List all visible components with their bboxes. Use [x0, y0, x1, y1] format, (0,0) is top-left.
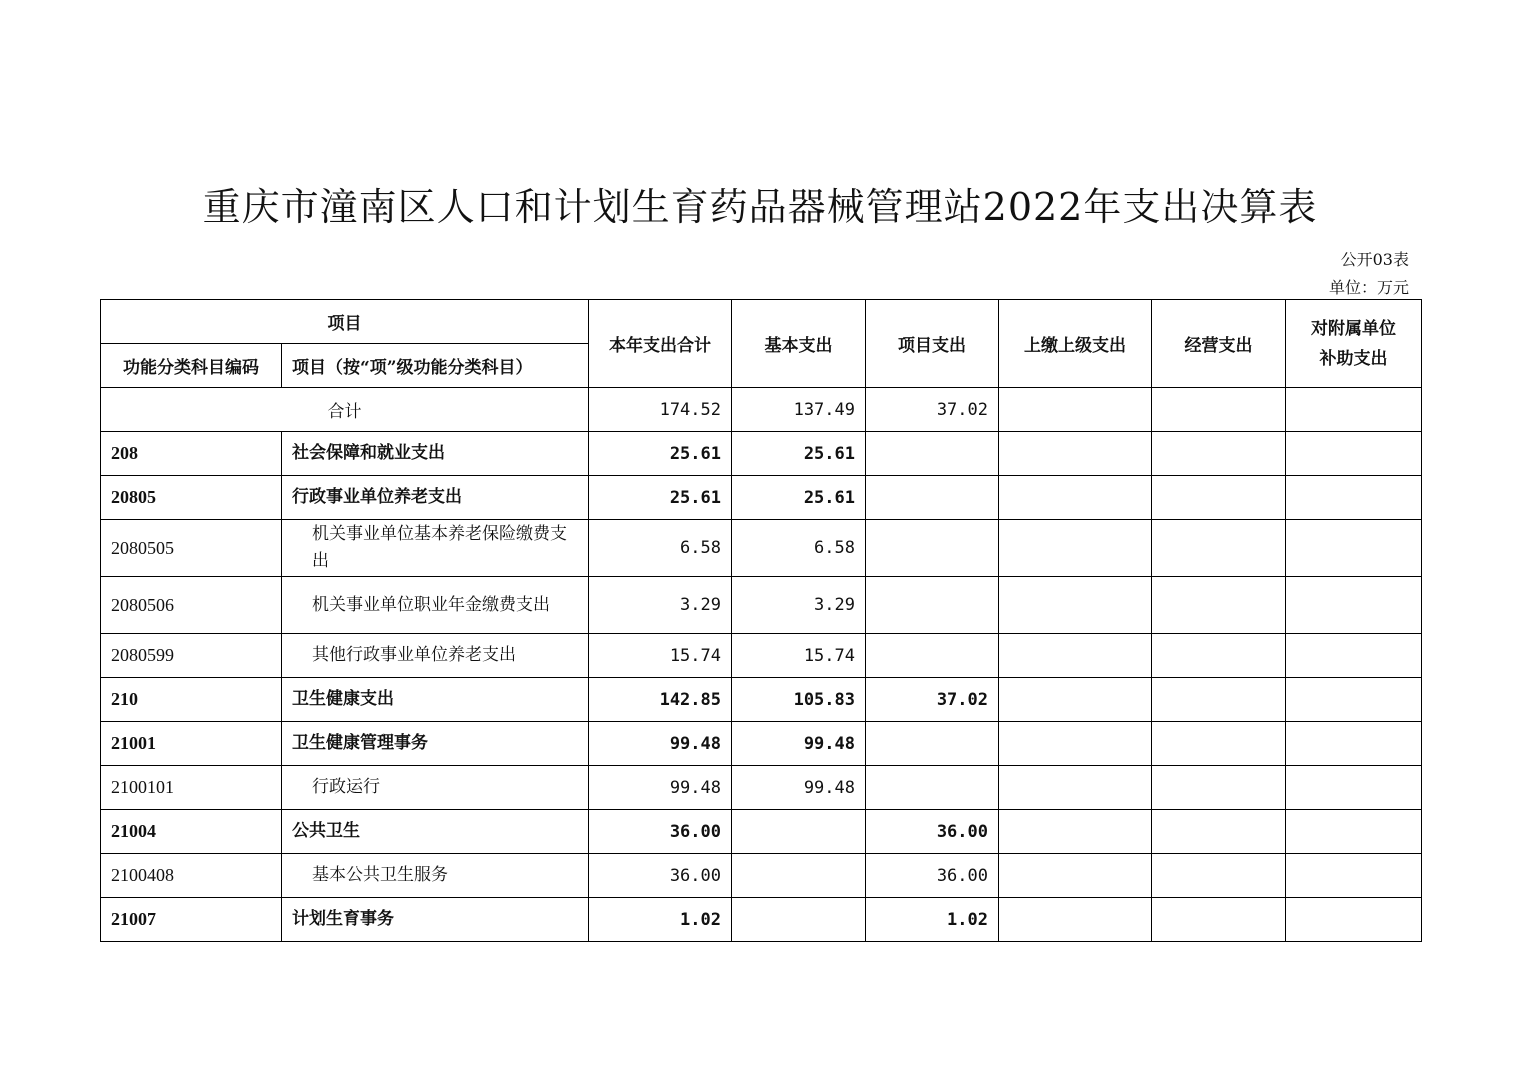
total-total: 174.52 [589, 388, 732, 432]
row-upper [999, 432, 1152, 476]
row-project [866, 634, 999, 678]
total-label: 合计 [101, 388, 589, 432]
row-subsidiary [1286, 898, 1422, 942]
header-upper: 上缴上级支出 [999, 300, 1152, 388]
form-code: 公开03表 [1340, 250, 1409, 269]
row-name: 机关事业单位基本养老保险缴费支出 [282, 520, 589, 577]
row-code: 21007 [101, 898, 282, 942]
row-business [1152, 520, 1286, 577]
total-business [1152, 388, 1286, 432]
row-total: 25.61 [589, 476, 732, 520]
table-row [101, 520, 1422, 577]
row-upper [999, 678, 1152, 722]
row-code: 2100101 [101, 766, 282, 810]
row-name: 卫生健康支出 [282, 678, 589, 722]
row-basic: 25.61 [732, 476, 866, 520]
total-basic: 137.49 [732, 388, 866, 432]
row-project [866, 722, 999, 766]
row-basic: 25.61 [732, 432, 866, 476]
table-row [101, 722, 1422, 766]
table-row [101, 678, 1422, 722]
row-code: 210 [101, 678, 282, 722]
table-row [101, 476, 1422, 520]
header-basic: 基本支出 [732, 300, 866, 388]
row-project: 36.00 [866, 854, 999, 898]
expenditure-table [100, 299, 1422, 942]
row-name: 社会保障和就业支出 [282, 432, 589, 476]
row-total: 99.48 [589, 766, 732, 810]
row-code: 208 [101, 432, 282, 476]
row-total: 25.61 [589, 432, 732, 476]
row-project [866, 432, 999, 476]
row-upper [999, 634, 1152, 678]
row-business [1152, 722, 1286, 766]
row-business [1152, 476, 1286, 520]
row-name: 卫生健康管理事务 [282, 722, 589, 766]
row-basic: 99.48 [732, 766, 866, 810]
row-name: 行政事业单位养老支出 [282, 476, 589, 520]
table-row [101, 766, 1422, 810]
row-business [1152, 678, 1286, 722]
row-name: 其他行政事业单位养老支出 [282, 634, 589, 678]
header-item-group: 项目 [101, 300, 589, 344]
row-business [1152, 577, 1286, 634]
table-row [101, 898, 1422, 942]
row-basic: 105.83 [732, 678, 866, 722]
row-business [1152, 810, 1286, 854]
total-project: 37.02 [866, 388, 999, 432]
row-basic: 99.48 [732, 722, 866, 766]
row-business [1152, 766, 1286, 810]
total-row [101, 388, 1422, 432]
header-name: 项目（按“项”级功能分类科目） [282, 344, 589, 388]
row-business [1152, 432, 1286, 476]
row-basic: 6.58 [732, 520, 866, 577]
row-total: 1.02 [589, 898, 732, 942]
table-row [101, 634, 1422, 678]
row-name: 计划生育事务 [282, 898, 589, 942]
total-upper [999, 388, 1152, 432]
row-code: 2100408 [101, 854, 282, 898]
row-project: 36.00 [866, 810, 999, 854]
row-upper [999, 722, 1152, 766]
row-total: 6.58 [589, 520, 732, 577]
row-subsidiary [1286, 810, 1422, 854]
header-business: 经营支出 [1152, 300, 1286, 388]
row-project [866, 520, 999, 577]
row-total: 142.85 [589, 678, 732, 722]
row-subsidiary [1286, 432, 1422, 476]
row-name: 行政运行 [282, 766, 589, 810]
header-subsidiary [1286, 300, 1422, 388]
row-name: 基本公共卫生服务 [282, 854, 589, 898]
table-row [101, 432, 1422, 476]
row-upper [999, 520, 1152, 577]
row-basic [732, 854, 866, 898]
row-project [866, 766, 999, 810]
row-total: 99.48 [589, 722, 732, 766]
row-basic [732, 810, 866, 854]
row-code: 21004 [101, 810, 282, 854]
header-total: 本年支出合计 [589, 300, 732, 388]
row-basic: 15.74 [732, 634, 866, 678]
row-subsidiary [1286, 678, 1422, 722]
row-basic [732, 898, 866, 942]
row-name: 公共卫生 [282, 810, 589, 854]
row-total: 36.00 [589, 810, 732, 854]
table-row [101, 854, 1422, 898]
table-row [101, 577, 1422, 634]
row-upper [999, 898, 1152, 942]
total-subsidiary [1286, 388, 1422, 432]
row-code: 2080505 [101, 520, 282, 577]
row-subsidiary [1286, 577, 1422, 634]
row-project: 37.02 [866, 678, 999, 722]
header-subsidiary-line1: 对附属单位 [1311, 318, 1396, 339]
row-subsidiary [1286, 476, 1422, 520]
row-business [1152, 854, 1286, 898]
row-subsidiary [1286, 520, 1422, 577]
row-name: 机关事业单位职业年金缴费支出 [282, 577, 589, 634]
row-code: 21001 [101, 722, 282, 766]
row-subsidiary [1286, 854, 1422, 898]
row-subsidiary [1286, 722, 1422, 766]
row-business [1152, 634, 1286, 678]
row-basic: 3.29 [732, 577, 866, 634]
unit-label: 单位：万元 [1328, 278, 1409, 297]
page-title: 重庆市潼南区人口和计划生育药品器械管理站2022年支出决算表 [202, 185, 1318, 229]
row-subsidiary [1286, 766, 1422, 810]
row-code: 2080506 [101, 577, 282, 634]
row-code: 2080599 [101, 634, 282, 678]
header-code: 功能分类科目编码 [101, 344, 282, 388]
header-subsidiary-line2: 补助支出 [1319, 348, 1388, 369]
row-total: 3.29 [589, 577, 732, 634]
row-upper [999, 854, 1152, 898]
row-subsidiary [1286, 634, 1422, 678]
row-upper [999, 476, 1152, 520]
row-project [866, 476, 999, 520]
row-upper [999, 577, 1152, 634]
row-upper [999, 810, 1152, 854]
row-total: 36.00 [589, 854, 732, 898]
row-project [866, 577, 999, 634]
row-project: 1.02 [866, 898, 999, 942]
table-row [101, 810, 1422, 854]
row-code: 20805 [101, 476, 282, 520]
row-business [1152, 898, 1286, 942]
row-upper [999, 766, 1152, 810]
header-project: 项目支出 [866, 300, 999, 388]
row-total: 15.74 [589, 634, 732, 678]
